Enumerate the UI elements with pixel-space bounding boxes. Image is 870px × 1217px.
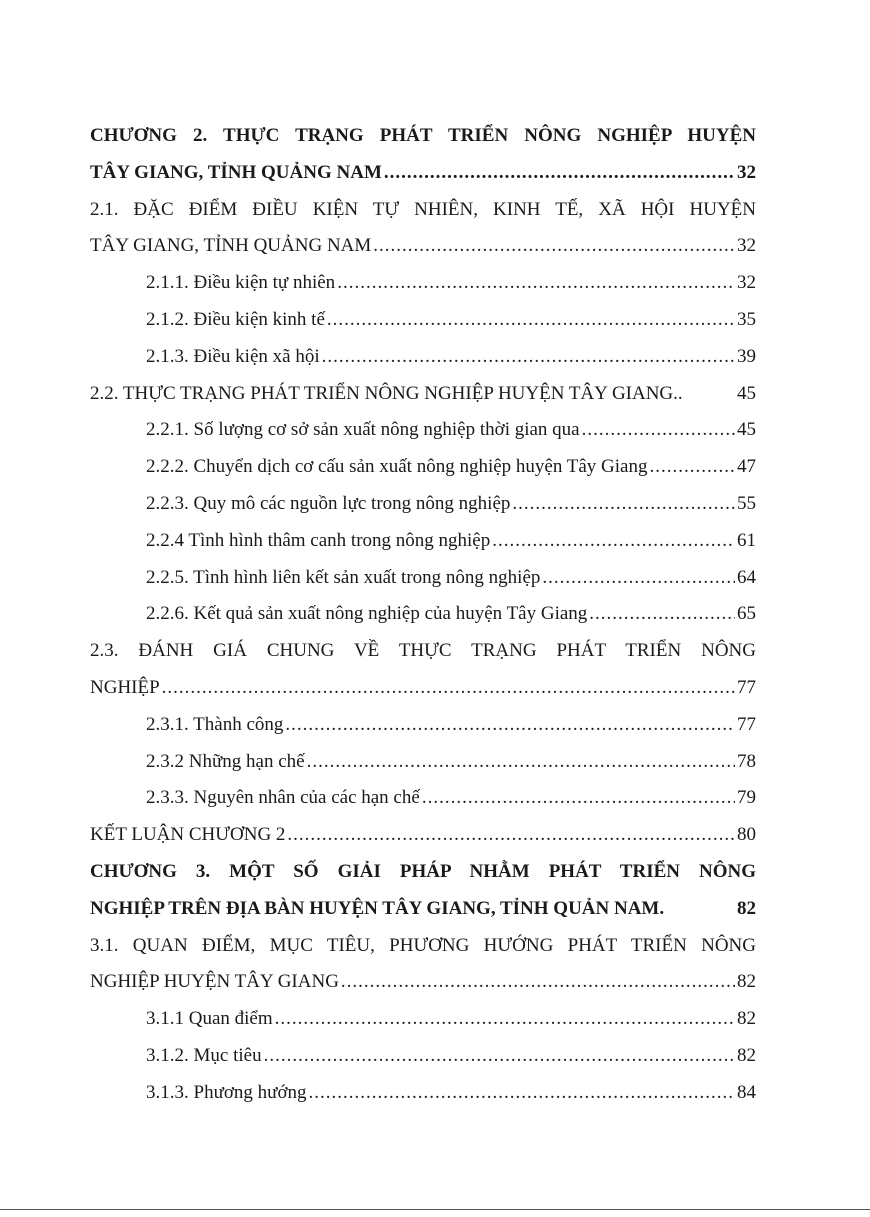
toc-entry[interactable] [90, 1075, 756, 1112]
toc-entry-row [146, 744, 756, 781]
toc-entry-page-number: 32 [737, 235, 756, 257]
toc-entry-title: KẾT LUẬN CHƯƠNG 2 [90, 824, 286, 846]
toc-entry-row [146, 449, 756, 486]
dot-leader [422, 780, 735, 817]
toc-entry-title: NGHIỆP HUYỆN TÂY GIANG [90, 971, 339, 993]
toc-entry[interactable] [90, 339, 756, 376]
toc-entry-row [146, 1075, 756, 1112]
toc-entry[interactable] [90, 707, 756, 744]
toc-entry[interactable] [90, 928, 756, 1002]
toc-entry-page-number: 64 [737, 566, 756, 588]
toc-entry-page-number: 61 [737, 529, 756, 551]
toc-entry-page-number: 78 [737, 750, 756, 772]
toc-entry-title-line1: CHƯƠNG 3. MỘT SỐ GIẢI PHÁP NHẰM PHÁT TRIỂN NÔNG [90, 860, 756, 882]
toc-entry[interactable] [90, 817, 756, 854]
toc-entry-title: NGHIỆP TRÊN ĐỊA BÀN HUYỆN TÂY GIANG, TỈNH QUẢN NAM. [90, 897, 665, 919]
toc-entry-title-line1: 2.1. ĐẶC ĐIỂM ĐIỀU KIỆN TỰ NHIÊN, KINH TẾ, XÃ HỘI HUYỆN [90, 198, 756, 220]
toc-entry-title: 2.3.1. Thành công [146, 713, 284, 735]
dot-leader [285, 707, 735, 744]
dot-leader [492, 523, 735, 560]
toc-entry[interactable] [90, 560, 756, 597]
toc-entry-page-number: 80 [737, 824, 756, 846]
toc-entry-title: 2.1.3. Điều kiện xã hội [146, 345, 320, 367]
toc-entry-row [146, 596, 756, 633]
dot-leader [275, 1001, 735, 1038]
dot-leader [337, 265, 735, 302]
dot-leader [512, 486, 735, 523]
toc-entry-page-number: 39 [737, 345, 756, 367]
toc-entry-title: 2.2.4 Tình hình thâm canh trong nông nghiệp [146, 529, 491, 551]
dot-leader [309, 1075, 735, 1112]
toc-entry-row [146, 486, 756, 523]
toc-entry-title: TÂY GIANG, TỈNH QUẢNG NAM [90, 235, 372, 257]
page-bottom-rule [0, 1209, 870, 1210]
dot-leader [327, 302, 735, 339]
dot-leader [322, 339, 735, 376]
dot-leader [373, 228, 735, 265]
toc-entry[interactable] [90, 633, 756, 707]
toc-entry-row [90, 670, 756, 707]
toc-entry-row [146, 707, 756, 744]
toc-entry[interactable] [90, 1038, 756, 1075]
dot-leader [542, 560, 735, 597]
toc-entry[interactable] [90, 265, 756, 302]
toc-entry-page-number: 77 [737, 713, 756, 735]
dot-leader [264, 1038, 735, 1075]
table-of-contents [90, 118, 756, 1112]
toc-entry[interactable] [90, 412, 756, 449]
toc-entry-title: 3.1.3. Phương hướng [146, 1081, 307, 1103]
toc-entry-row [146, 560, 756, 597]
toc-entry-title: 3.1.2. Mục tiêu [146, 1044, 262, 1066]
toc-entry-row [90, 817, 756, 854]
toc-entry[interactable] [90, 376, 756, 413]
dot-leader [582, 412, 735, 449]
dot-leader [287, 817, 735, 854]
toc-entry-title-line1: CHƯƠNG 2. THỰC TRẠNG PHÁT TRIỂN NÔNG NGHIỆP HUYỆN [90, 125, 756, 146]
toc-entry-row [146, 1038, 756, 1075]
toc-entry-row [146, 302, 756, 339]
toc-entry-row [146, 412, 756, 449]
toc-entry-row [146, 1001, 756, 1038]
toc-entry-page-number: 79 [737, 787, 756, 809]
toc-entry-title: 2.2. THỰC TRẠNG PHÁT TRIỂN NÔNG NGHIỆP HUYỆN TÂY GIANG.. [90, 382, 683, 404]
toc-entry-page-number: 65 [737, 603, 756, 625]
toc-entry-page-number: 55 [737, 492, 756, 514]
toc-entry[interactable] [90, 744, 756, 781]
toc-entry-title: 2.3.3. Nguyên nhân của các hạn chế [146, 787, 420, 809]
toc-entry-page-number: 77 [737, 676, 756, 698]
toc-entry-row [90, 155, 756, 192]
toc-entry-row [146, 780, 756, 817]
toc-entry[interactable] [90, 523, 756, 560]
toc-entry-page-number: 82 [737, 1044, 756, 1066]
toc-entry-row [90, 891, 756, 928]
dot-leader [162, 670, 735, 707]
toc-entry-page-number: 32 [737, 272, 756, 294]
toc-entry-title: 2.3.2 Những hạn chế [146, 750, 305, 772]
toc-entry-title: 2.2.3. Quy mô các nguồn lực trong nông nghiệp [146, 492, 511, 514]
toc-entry[interactable] [90, 192, 756, 266]
toc-entry-title: 2.2.6. Kết quả sản xuất nông nghiệp của huyện Tây Giang [146, 603, 588, 625]
toc-entry-title: 3.1.1 Quan điểm [146, 1008, 273, 1030]
dot-leader [307, 744, 735, 781]
toc-entry-title: TÂY GIANG, TỈNH QUẢNG NAM [90, 161, 382, 183]
toc-entry-page-number: 84 [737, 1081, 756, 1103]
toc-entry-row [90, 376, 756, 413]
toc-entry-row [146, 523, 756, 560]
toc-entry-row [146, 265, 756, 302]
toc-entry-page-number: 45 [737, 419, 756, 441]
toc-entry-page-number: 32 [737, 161, 756, 183]
dot-leader [589, 596, 735, 633]
toc-entry[interactable] [90, 780, 756, 817]
toc-entry-row [90, 228, 756, 265]
toc-entry[interactable] [90, 596, 756, 633]
toc-entry-page-number: 82 [737, 897, 756, 919]
toc-entry-page-number: 47 [737, 456, 756, 478]
toc-entry-title: 2.2.2. Chuyển dịch cơ cấu sản xuất nông nghiệp huyện Tây Giang [146, 456, 648, 478]
toc-entry[interactable] [90, 449, 756, 486]
toc-entry-title-line1: 2.3. ĐÁNH GIÁ CHUNG VỀ THỰC TRẠNG PHÁT TRIỂN NÔNG [90, 640, 756, 662]
toc-entry[interactable] [90, 118, 756, 192]
toc-entry-row [146, 339, 756, 376]
toc-entry-title: 2.1.1. Điều kiện tự nhiên [146, 272, 336, 294]
toc-entry[interactable] [90, 1001, 756, 1038]
toc-entry-title: 2.1.2. Điều kiện kinh tế [146, 308, 325, 330]
dot-leader [341, 964, 735, 1001]
dot-leader [649, 449, 735, 486]
toc-entry[interactable] [90, 302, 756, 339]
toc-entry-page-number: 82 [737, 1008, 756, 1030]
toc-entry[interactable] [90, 854, 756, 928]
toc-entry-page-number: 82 [737, 971, 756, 993]
toc-entry-page-number: 45 [737, 382, 756, 404]
dot-leader [384, 155, 735, 192]
toc-entry-title: 2.2.5. Tình hình liên kết sản xuất trong nông nghiệp [146, 566, 541, 588]
toc-entry[interactable] [90, 486, 756, 523]
toc-entry-title-line1: 3.1. QUAN ĐIỂM, MỤC TIÊU, PHƯƠNG HƯỚNG PHÁT TRIỂN NÔNG [90, 934, 756, 956]
toc-entry-row [90, 964, 756, 1001]
toc-entry-page-number: 35 [737, 308, 756, 330]
toc-entry-title: NGHIỆP [90, 676, 160, 698]
toc-entry-title: 2.2.1. Số lượng cơ sở sản xuất nông nghiệp thời gian qua [146, 419, 580, 441]
